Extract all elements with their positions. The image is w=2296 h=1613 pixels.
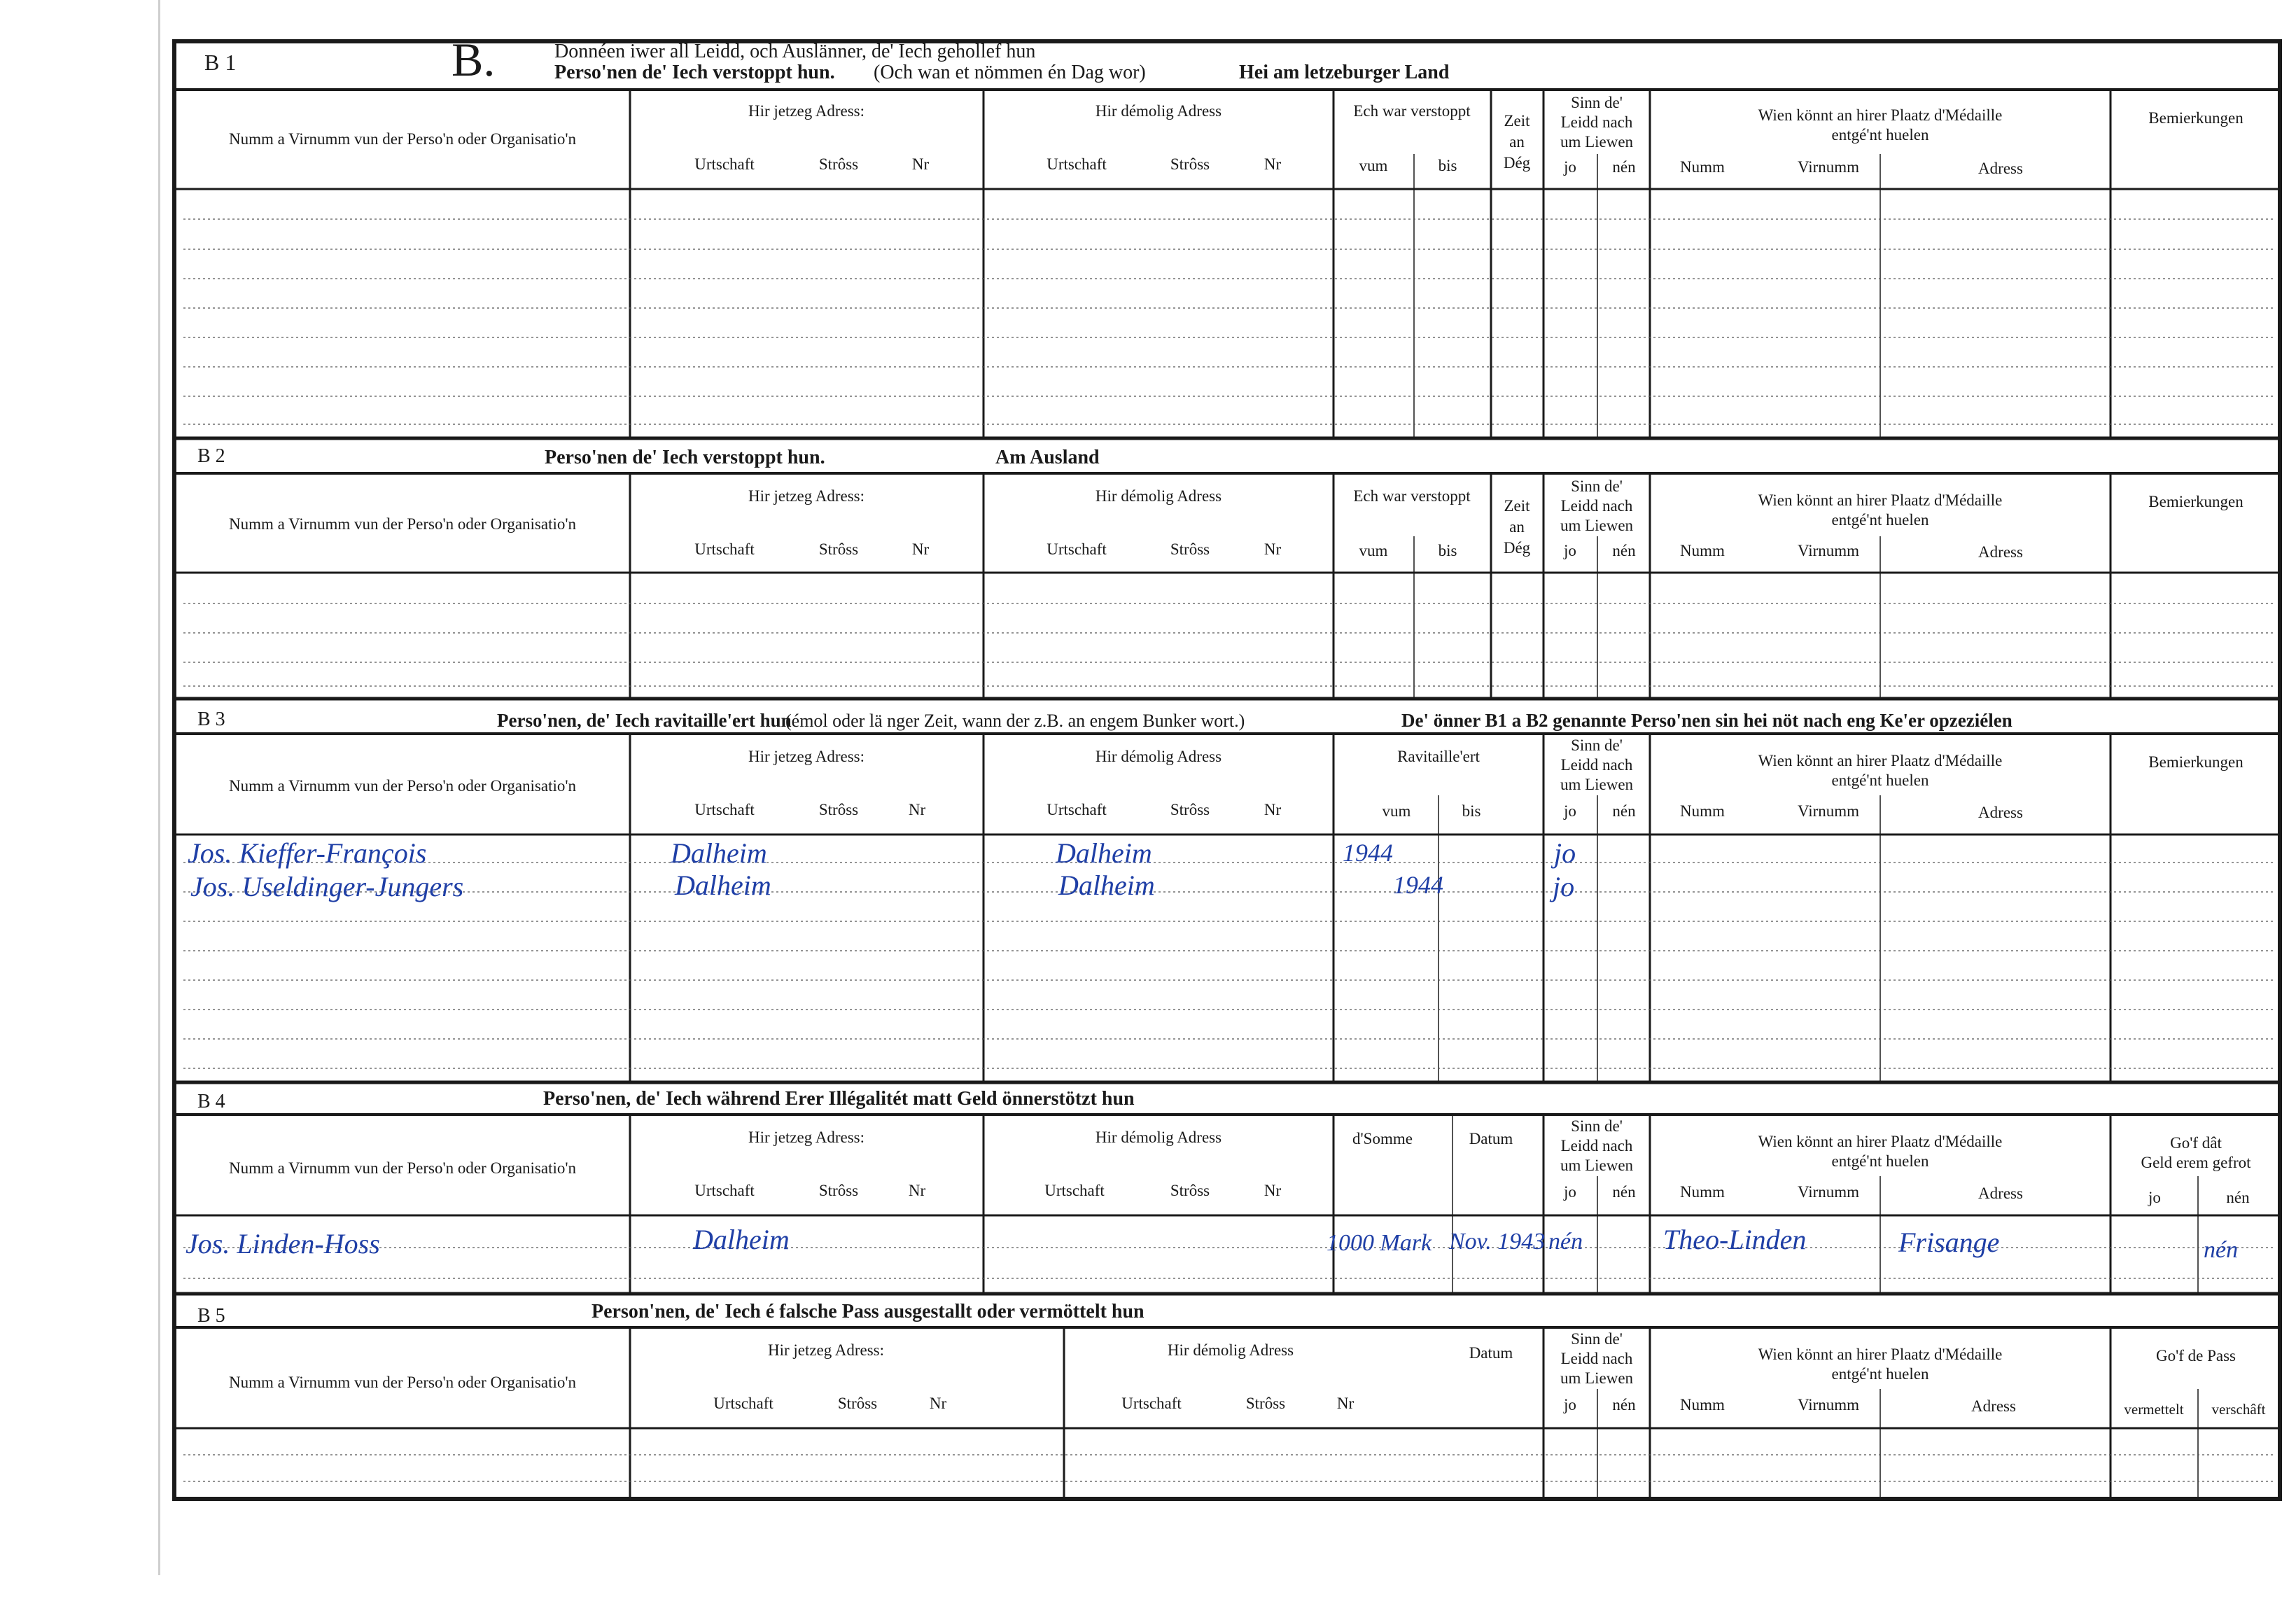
b2-col-adress: Adress [1978, 543, 2023, 561]
b2-col-name: Numm a Virnumm vun der Perso'n oder Organisatio'n [228, 515, 577, 533]
b2-sub-town: Urtschaft [694, 540, 755, 558]
section-id-b2: B 2 [197, 445, 225, 467]
b3-col-former: Hir démolig Adress [1095, 748, 1222, 765]
b1-col-time-1: Zeit [1504, 112, 1530, 130]
b5-col-adress: Adress [1971, 1397, 2016, 1415]
b4-col-who-2: entgé'nt huelen [1831, 1152, 1929, 1170]
b1-col-alive-3: um Liewen [1560, 133, 1634, 151]
b3-sub-town-former: Urtschaft [1046, 801, 1107, 818]
b4-heading: Perso'nen, de' Iech während Erer Illégalitét matt Geld önnerstötzt hun [543, 1088, 1135, 1110]
b3-heading: Perso'nen, de' Iech ravitaille'ert hun [497, 710, 792, 731]
b3-heading-right: De' önner B1 a B2 genannte Perso'nen sin hei nöt nach eng Ke'er opzeziélen [1401, 710, 2012, 731]
b2-col-former: Hir démolig Adress [1095, 487, 1222, 505]
b1-col-name: Numm a Virnumm vun der Perso'n oder Organisatio'n [228, 130, 577, 148]
b5-col-no: nén [1612, 1396, 1636, 1413]
b3-sub-street-former: Strôss [1170, 801, 1210, 818]
b1-col-who-2: entgé'nt huelen [1831, 126, 1929, 144]
b1-sub-nr: Nr [911, 155, 930, 173]
b4-sub-town: Urtschaft [694, 1182, 755, 1199]
b4-col-alive-1: Sinn de' [1571, 1117, 1623, 1135]
b4-col-alive-3: um Liewen [1560, 1157, 1634, 1174]
b2-sub-nr: Nr [911, 540, 930, 558]
section-id-b5: B 5 [197, 1305, 225, 1327]
b3-col-virnumm: Virnumm [1797, 802, 1860, 820]
b1-col-remarks: Bemierkungen [2148, 109, 2244, 127]
b1-col-numm: Numm [1680, 158, 1725, 176]
b5-sub-town: Urtschaft [713, 1395, 774, 1412]
b2-col-alive-3: um Liewen [1560, 517, 1634, 534]
b1-col-time-2: an [1509, 133, 1525, 151]
b4-sub-nr: Nr [908, 1182, 926, 1199]
b2-sub-nr-former: Nr [1264, 540, 1282, 558]
b2-col-time-3: Dég [1503, 539, 1531, 557]
b3-entry-2-former: Dalheim [1058, 870, 1155, 901]
b4-sub-street-former: Strôss [1170, 1182, 1210, 1199]
b5-col-name: Numm a Virnumm vun der Perso'n oder Organisatio'n [228, 1374, 577, 1391]
b3-col-numm: Numm [1680, 802, 1725, 820]
b4-col-gift-yes: jo [2148, 1189, 2161, 1206]
b5-col-who-1: Wien könnt an hirer Plaatz d'Médaille [1758, 1346, 2003, 1363]
b4-col-no: nén [1612, 1183, 1636, 1201]
b4-entry-1-sum: 1000 Mark [1326, 1230, 1432, 1256]
b3-entry-2-name: Jos. Useldinger-Jungers [190, 871, 464, 902]
b5-sub-street: Strôss [837, 1395, 878, 1412]
b2-col-date: Ech war verstoppt [1353, 487, 1471, 505]
b4-col-gift-1: Go'f dât [2170, 1134, 2222, 1152]
b4-col-datum: Datum [1469, 1130, 1513, 1147]
b3-col-no: nén [1612, 802, 1636, 820]
b1-col-former: Hir démolig Adress [1095, 102, 1222, 120]
b3-col-alive-2: Leidd nach [1560, 756, 1633, 774]
b2-col-no: nén [1612, 542, 1636, 559]
b3-entry-1-current: Dalheim [671, 837, 767, 869]
section-id-b1: B 1 [204, 50, 237, 75]
b1-col-time-3: Dég [1503, 154, 1531, 172]
b1-col-alive-1: Sinn de' [1571, 94, 1623, 111]
b4-entry-1-name: Jos. Linden-Hoss [186, 1228, 380, 1259]
b1-col-to: bis [1438, 157, 1457, 174]
b4-sub-nr-former: Nr [1264, 1182, 1282, 1199]
b4-col-name: Numm a Virnumm vun der Perso'n oder Organisatio'n [228, 1159, 577, 1177]
b1-col-alive-2: Leidd nach [1560, 113, 1633, 131]
b1-heading-line2b: (Och wan et nömmen én Dag wor) [874, 62, 1146, 83]
b5-col-datum: Datum [1469, 1344, 1513, 1362]
b5-sub-town-former: Urtschaft [1121, 1395, 1182, 1412]
b2-col-yes: jo [1564, 542, 1576, 559]
b3-col-remarks: Bemierkungen [2148, 753, 2244, 771]
b5-col-who-2: entgé'nt huelen [1831, 1365, 1929, 1383]
b5-col-former: Hir démolig Adress [1167, 1341, 1294, 1359]
b2-col-remarks: Bemierkungen [2148, 493, 2244, 510]
b1-sub-street-former: Strôss [1170, 155, 1210, 173]
b3-sub-town: Urtschaft [694, 801, 755, 818]
b1-sub-town-former: Urtschaft [1046, 155, 1107, 173]
b4-entry-1-who: Theo-Linden [1663, 1224, 1807, 1255]
b3-col-alive-1: Sinn de' [1571, 736, 1623, 754]
b2-sub-street-former: Strôss [1170, 540, 1210, 558]
b3-entry-2-alive: jo [1553, 871, 1575, 902]
b3-col-who-1: Wien könnt an hirer Plaatz d'Médaille [1758, 752, 2003, 769]
b4-col-gift-2: Geld erem gefrot [2141, 1154, 2251, 1171]
b5-sub-street-former: Strôss [1245, 1395, 1286, 1412]
b5-col-alive-1: Sinn de' [1571, 1330, 1623, 1348]
b5-col-virnumm: Virnumm [1797, 1396, 1860, 1413]
b1-heading-line2a: Perso'nen de' Iech verstoppt hun. [554, 62, 835, 83]
section-id-b4: B 4 [197, 1091, 225, 1112]
b3-entry-1-former: Dalheim [1056, 837, 1152, 869]
b5-col-pass-b: verschâft [2211, 1401, 2266, 1418]
b1-sub-town: Urtschaft [694, 155, 755, 173]
b4-entry-1-gift: nén [2204, 1237, 2239, 1263]
b4-entry-1-date: Nov. 1943 [1449, 1229, 1546, 1255]
b1-heading-line1: Donnéen iwer all Leidd, och Auslänner, de' Iech gehollef hun [554, 41, 1036, 62]
b2-col-from: vum [1359, 542, 1388, 559]
b3-col-who-2: entgé'nt huelen [1831, 771, 1929, 789]
b2-col-virnumm: Virnumm [1797, 542, 1860, 559]
b4-col-virnumm: Virnumm [1797, 1183, 1860, 1201]
b4-col-sum: d'Somme [1352, 1130, 1413, 1147]
b1-col-virnumm: Virnumm [1797, 158, 1860, 176]
b2-heading: Perso'nen de' Iech verstoppt hun. [545, 447, 825, 468]
b3-col-adress: Adress [1978, 804, 2023, 821]
b3-entry-1-from: 1944 [1343, 839, 1393, 867]
b4-entry-1-address: Frisange [1898, 1227, 2000, 1258]
b4-entry-1-current: Dalheim [693, 1224, 790, 1255]
b5-sub-nr-former: Nr [1336, 1395, 1354, 1412]
b5-sub-nr: Nr [929, 1395, 947, 1412]
b1-col-from: vum [1359, 157, 1388, 174]
b2-heading-right: Am Ausland [995, 447, 1100, 468]
b4-sub-street: Strôss [818, 1182, 859, 1199]
form-letter: B. [451, 33, 496, 86]
b3-col-yes: jo [1564, 802, 1576, 820]
b4-col-who-1: Wien könnt an hirer Plaatz d'Médaille [1758, 1133, 2003, 1150]
b4-col-yes: jo [1564, 1183, 1576, 1201]
b3-entry-1-alive: jo [1554, 837, 1576, 869]
b3-col-to: bis [1462, 802, 1481, 820]
b2-col-current: Hir jetzeg Adress: [748, 487, 865, 505]
b2-col-numm: Numm [1680, 542, 1725, 559]
b5-col-alive-3: um Liewen [1560, 1369, 1634, 1387]
b5-col-yes: jo [1564, 1396, 1576, 1413]
b4-sub-town-former: Urtschaft [1044, 1182, 1105, 1199]
b4-col-adress: Adress [1978, 1185, 2023, 1202]
section-id-b3: B 3 [197, 708, 225, 730]
b5-col-pass-a: vermettelt [2124, 1401, 2184, 1418]
b1-sub-street: Strôss [818, 155, 859, 173]
b2-col-time-1: Zeit [1504, 497, 1530, 515]
b1-col-date: Ech war verstoppt [1353, 102, 1471, 120]
b5-heading: Person'nen, de' Iech é falsche Pass ausgestallt oder vermöttelt hun [592, 1301, 1144, 1322]
b3-entry-1-name: Jos. Kieffer-François [188, 837, 427, 869]
b2-col-alive-1: Sinn de' [1571, 477, 1623, 495]
b2-col-who-2: entgé'nt huelen [1831, 511, 1929, 529]
b4-col-gift-no: nén [2226, 1189, 2250, 1206]
b1-sub-nr-former: Nr [1264, 155, 1282, 173]
b2-col-to: bis [1438, 542, 1457, 559]
b1-col-adress: Adress [1978, 160, 2023, 177]
b3-col-date: Ravitaille'ert [1397, 748, 1480, 765]
b4-col-former: Hir démolig Adress [1095, 1129, 1222, 1146]
b5-col-alive-2: Leidd nach [1560, 1350, 1633, 1367]
b3-sub-street: Strôss [818, 801, 859, 818]
b1-col-no: nén [1612, 158, 1636, 176]
b2-col-time-2: an [1509, 518, 1525, 536]
b2-sub-town-former: Urtschaft [1046, 540, 1107, 558]
b5-col-numm: Numm [1680, 1396, 1725, 1413]
b4-col-alive-2: Leidd nach [1560, 1137, 1633, 1154]
b4-col-numm: Numm [1680, 1183, 1725, 1201]
b1-col-current: Hir jetzeg Adress: [748, 102, 865, 120]
b3-entry-2-current: Dalheim [675, 870, 771, 901]
b1-col-yes: jo [1564, 158, 1576, 176]
b4-entry-1-alive: nén [1548, 1229, 1583, 1255]
b5-col-current: Hir jetzeg Adress: [767, 1341, 885, 1359]
b3-col-alive-3: um Liewen [1560, 776, 1634, 793]
b3-col-from: vum [1382, 802, 1411, 820]
b4-col-current: Hir jetzeg Adress: [748, 1129, 865, 1146]
b3-col-current: Hir jetzeg Adress: [748, 748, 865, 765]
b3-sub-nr: Nr [908, 801, 926, 818]
b3-entry-2-to: 1944 [1393, 871, 1443, 899]
b1-heading-line2c: Hei am letzeburger Land [1239, 62, 1450, 83]
b3-sub-nr-former: Nr [1264, 801, 1282, 818]
b2-col-alive-2: Leidd nach [1560, 497, 1633, 515]
b2-col-who-1: Wien könnt an hirer Plaatz d'Médaille [1758, 491, 2003, 509]
b2-sub-street: Strôss [818, 540, 859, 558]
b3-col-name: Numm a Virnumm vun der Perso'n oder Organisatio'n [228, 777, 577, 795]
b1-col-who-1: Wien könnt an hirer Plaatz d'Médaille [1758, 106, 2003, 124]
b3-heading-mid: (émol oder lä nger Zeit, wann der z.B. an engem Bunker wort.) [785, 711, 1245, 731]
b5-col-pass: Go'f de Pass [2155, 1347, 2236, 1364]
